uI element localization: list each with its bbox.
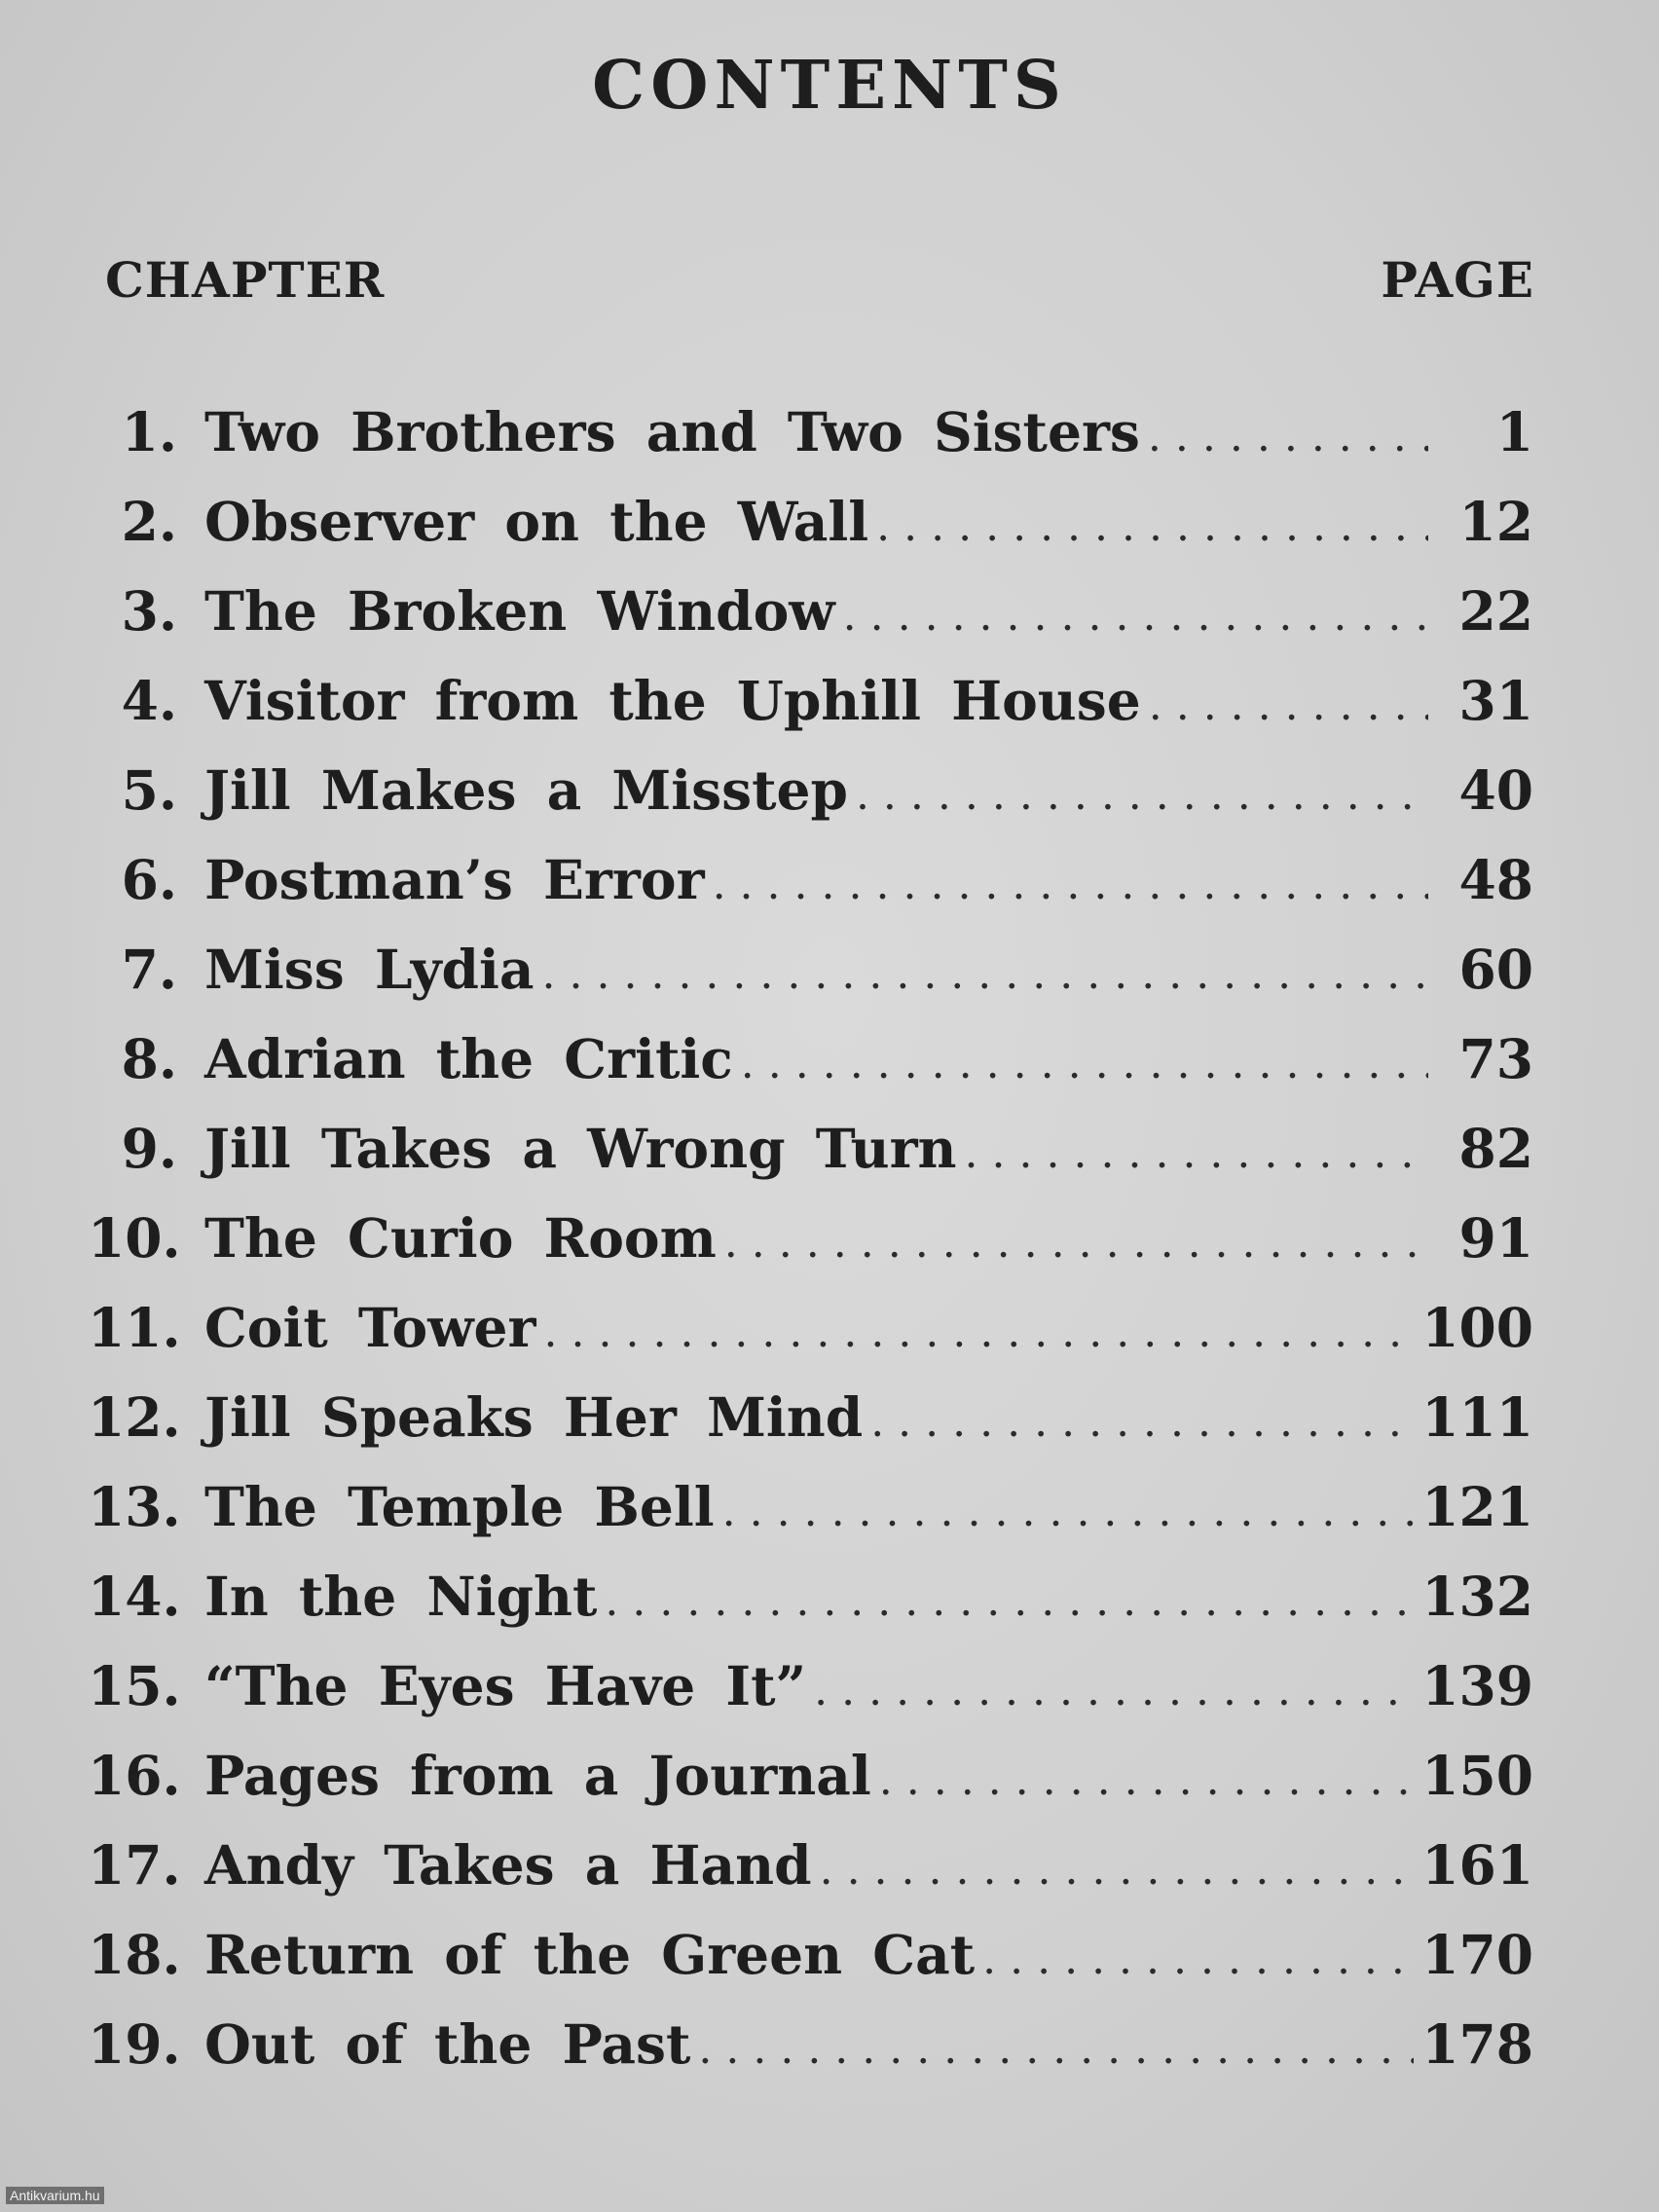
toc-entry bbox=[88, 835, 1533, 925]
chapter-title: Postman’s Error bbox=[204, 848, 705, 911]
toc-entry bbox=[88, 925, 1533, 1014]
chapter-title: Two Brothers and Two Sisters bbox=[204, 400, 1140, 463]
chapter-number: 10. bbox=[88, 1206, 181, 1270]
page-number: 139 bbox=[1421, 1654, 1533, 1717]
chapter-title: Out of the Past bbox=[204, 2012, 691, 2076]
chapter-number: 18. bbox=[88, 1923, 181, 1986]
dot-leader bbox=[856, 751, 1428, 840]
page-number: 48 bbox=[1458, 848, 1533, 911]
page-number: 1 bbox=[1495, 400, 1533, 463]
dot-leader bbox=[1148, 392, 1428, 482]
toc-entry bbox=[88, 1552, 1533, 1641]
page-number: 170 bbox=[1421, 1923, 1533, 1986]
dot-leader bbox=[605, 1557, 1414, 1646]
toc-entry bbox=[88, 746, 1533, 835]
chapter-number: 14. bbox=[88, 1565, 181, 1628]
page-number: 22 bbox=[1458, 579, 1533, 643]
dot-leader bbox=[814, 1646, 1414, 1736]
page-number: 121 bbox=[1421, 1475, 1533, 1538]
chapter-number: 7. bbox=[121, 938, 177, 1001]
dot-leader bbox=[965, 1109, 1428, 1198]
chapter-number: 17. bbox=[88, 1833, 181, 1897]
toc-entry bbox=[88, 387, 1533, 477]
page-number: 82 bbox=[1458, 1117, 1533, 1180]
dot-leader bbox=[722, 1467, 1415, 1557]
chapter-number: 15. bbox=[88, 1654, 181, 1717]
chapter-title: “The Eyes Have It” bbox=[204, 1654, 807, 1717]
table-of-contents bbox=[88, 387, 1533, 2089]
page-number: 40 bbox=[1458, 758, 1533, 822]
chapter-number: 9. bbox=[121, 1117, 177, 1180]
toc-entry bbox=[88, 1373, 1533, 1462]
toc-entry bbox=[88, 1910, 1533, 2000]
chapter-title: Coit Tower bbox=[204, 1296, 536, 1359]
chapter-number: 4. bbox=[121, 669, 177, 732]
chapter-column-header: CHAPTER bbox=[105, 251, 386, 309]
chapter-title: Return of the Green Cat bbox=[204, 1923, 976, 1986]
dot-leader bbox=[982, 1915, 1414, 2005]
page-number: 91 bbox=[1458, 1206, 1533, 1270]
chapter-title: Miss Lydia bbox=[204, 938, 535, 1001]
chapter-title: Jill Speaks Her Mind bbox=[204, 1385, 864, 1449]
dot-leader bbox=[820, 1825, 1415, 1915]
page-number: 31 bbox=[1458, 669, 1533, 732]
toc-entry bbox=[88, 1104, 1533, 1194]
page-number: 150 bbox=[1421, 1744, 1533, 1807]
dot-leader bbox=[876, 482, 1428, 571]
chapter-title: In the Night bbox=[204, 1565, 598, 1628]
page-number: 161 bbox=[1421, 1833, 1533, 1897]
chapter-number: 6. bbox=[121, 848, 177, 911]
page-number: 60 bbox=[1458, 938, 1533, 1001]
toc-entry bbox=[88, 656, 1533, 746]
chapter-number: 13. bbox=[88, 1475, 181, 1538]
chapter-title: The Curio Room bbox=[204, 1206, 717, 1270]
chapter-number: 16. bbox=[88, 1744, 181, 1807]
dot-leader bbox=[741, 1019, 1428, 1109]
dot-leader bbox=[713, 840, 1428, 930]
chapter-title: Jill Makes a Misstep bbox=[204, 758, 848, 822]
page-title: CONTENTS bbox=[592, 47, 1067, 125]
chapter-number: 12. bbox=[88, 1385, 181, 1449]
page-column-header: PAGE bbox=[1381, 251, 1534, 309]
toc-entry bbox=[88, 1821, 1533, 1910]
chapter-title: Observer on the Wall bbox=[204, 490, 869, 553]
chapter-number: 8. bbox=[121, 1027, 177, 1090]
chapter-title: Pages from a Journal bbox=[204, 1744, 871, 1807]
chapter-title: Andy Takes a Hand bbox=[204, 1833, 812, 1897]
watermark: Antikvarium.hu bbox=[6, 2187, 104, 2204]
chapter-number: 2. bbox=[121, 490, 177, 553]
chapter-title: Jill Takes a Wrong Turn bbox=[204, 1117, 957, 1180]
page-number: 111 bbox=[1421, 1385, 1533, 1449]
toc-entry bbox=[88, 477, 1533, 567]
toc-entry bbox=[88, 1014, 1533, 1104]
dot-leader bbox=[870, 1378, 1414, 1467]
dot-leader bbox=[544, 1288, 1415, 1378]
chapter-number: 3. bbox=[121, 579, 177, 643]
dot-leader bbox=[843, 571, 1428, 661]
chapter-title: Adrian the Critic bbox=[204, 1027, 733, 1090]
chapter-number: 1. bbox=[121, 400, 177, 463]
page-number: 12 bbox=[1458, 490, 1533, 553]
toc-entry bbox=[88, 2000, 1533, 2089]
chapter-title: Visitor from the Uphill House bbox=[204, 669, 1141, 732]
toc-entry bbox=[88, 1194, 1533, 1283]
dot-leader bbox=[542, 930, 1428, 1019]
chapter-title: The Broken Window bbox=[204, 579, 835, 643]
toc-entry bbox=[88, 1283, 1533, 1373]
dot-leader bbox=[698, 2005, 1414, 2094]
page-number: 73 bbox=[1458, 1027, 1533, 1090]
chapter-number: 11. bbox=[88, 1296, 181, 1359]
dot-leader bbox=[724, 1198, 1428, 1288]
toc-entry bbox=[88, 1731, 1533, 1821]
dot-leader bbox=[879, 1736, 1414, 1825]
dot-leader bbox=[1149, 661, 1428, 751]
toc-entry bbox=[88, 567, 1533, 656]
toc-entry bbox=[88, 1462, 1533, 1552]
page-number: 132 bbox=[1421, 1565, 1533, 1628]
chapter-number: 5. bbox=[121, 758, 177, 822]
page-number: 178 bbox=[1421, 2012, 1533, 2076]
toc-entry bbox=[88, 1641, 1533, 1731]
page-number: 100 bbox=[1421, 1296, 1533, 1359]
chapter-number: 19. bbox=[88, 2012, 181, 2076]
chapter-title: The Temple Bell bbox=[204, 1475, 715, 1538]
